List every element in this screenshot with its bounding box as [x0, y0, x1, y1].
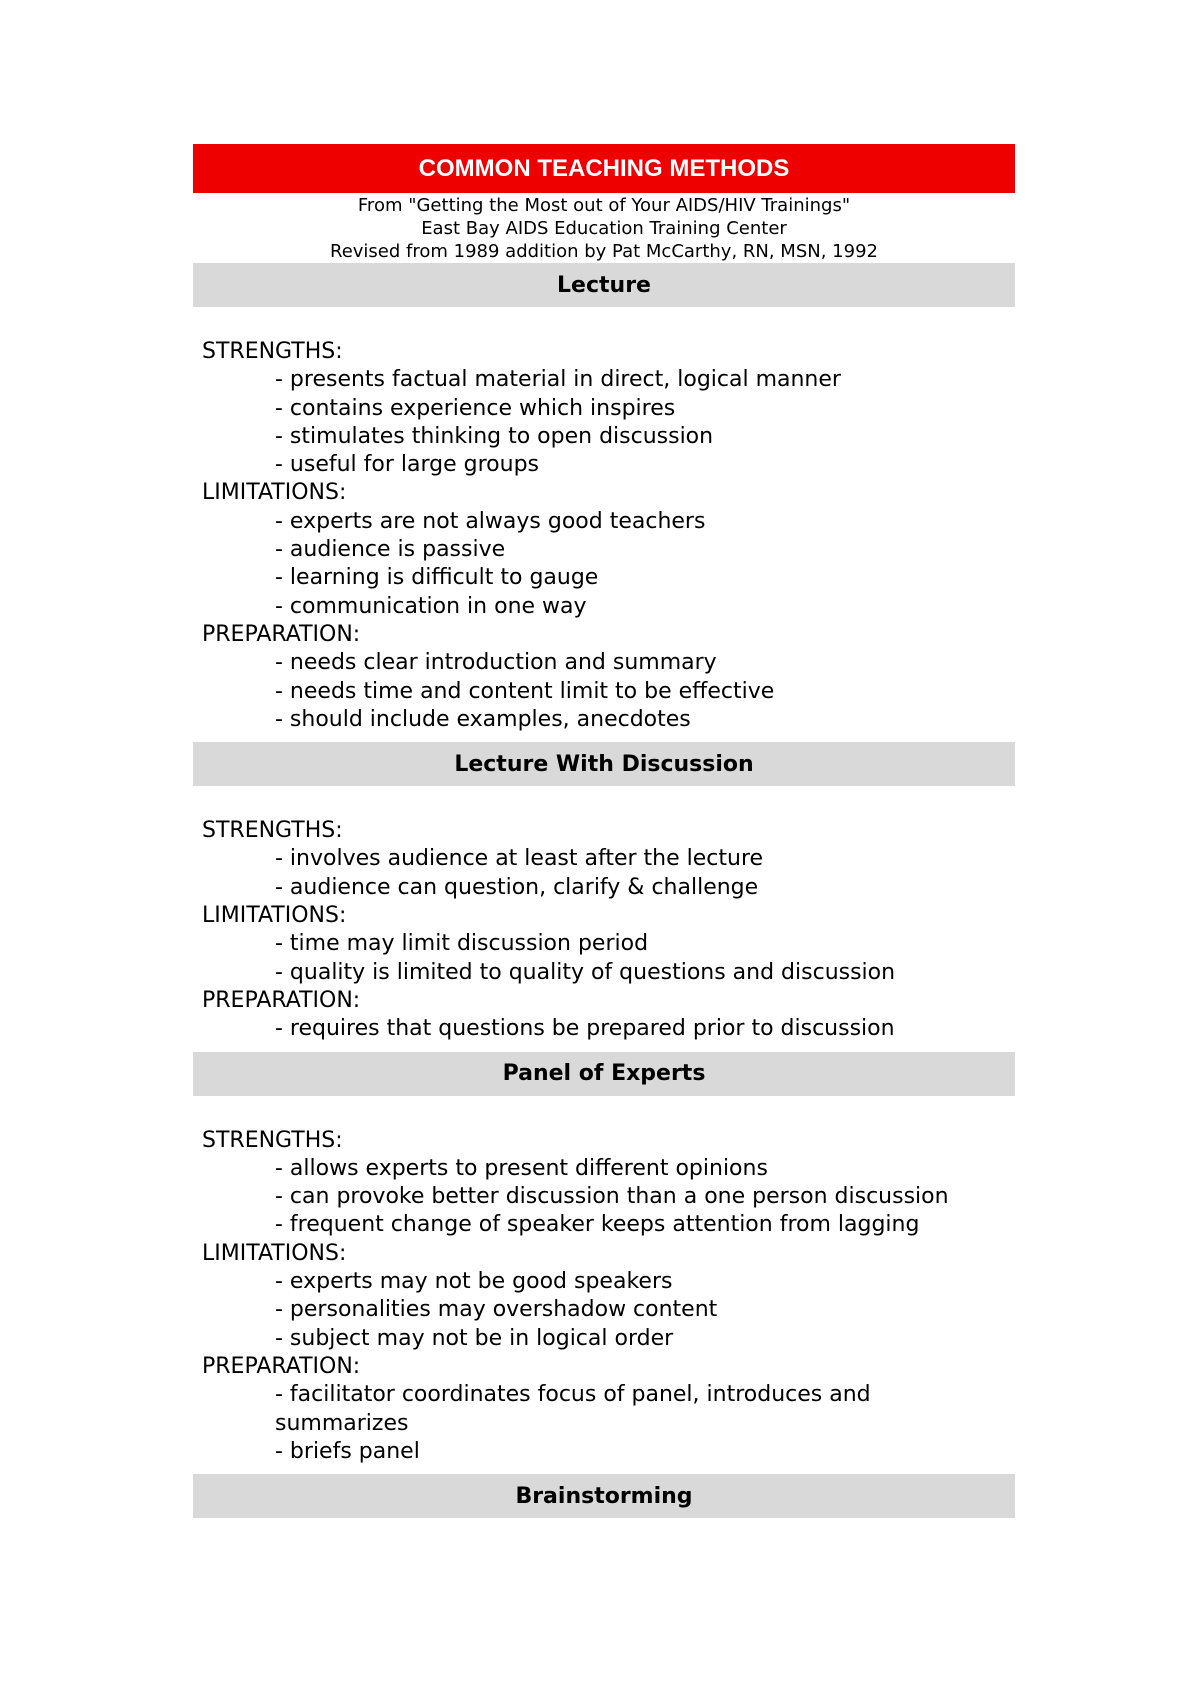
list-item: - briefs panel: [275, 1438, 420, 1464]
list-item: - subject may not be in logical order: [275, 1325, 674, 1351]
list-item: - personalities may overshadow content: [275, 1297, 718, 1323]
title-banner: [193, 144, 1015, 193]
section-body: [193, 786, 1015, 1051]
section-title: Lecture: [557, 272, 651, 298]
list-item: - requires that questions be prepared prior to discussion: [275, 1016, 895, 1042]
method-sections: [193, 263, 1015, 1518]
section-header: [193, 742, 1015, 786]
list-item: - communication in one way: [275, 593, 587, 619]
section-body: [193, 307, 1015, 742]
list-item: - facilitator coordinates focus of panel, introduces and summarizes: [275, 1382, 871, 1436]
list-item: - useful for large groups: [275, 452, 540, 478]
section-header: [193, 1474, 1015, 1518]
group-label: PREPARATION:: [202, 1353, 361, 1379]
list-item: - should include examples, anecdotes: [275, 706, 691, 732]
document-page: [193, 144, 1015, 1518]
list-item: - presents factual material in direct, logical manner: [275, 367, 841, 393]
section-header: [193, 263, 1015, 307]
group-label: PREPARATION:: [202, 987, 361, 1013]
source-line: From "Getting the Most out of Your AIDS/HIV Trainings": [357, 195, 851, 216]
section-title: Brainstorming: [515, 1483, 693, 1509]
section-title: Panel of Experts: [502, 1061, 706, 1087]
section-header: [193, 1052, 1015, 1096]
list-item: - time may limit discussion period: [275, 931, 649, 957]
group-label: PREPARATION:: [202, 621, 361, 647]
list-item: - allows experts to present different opinions: [275, 1155, 768, 1181]
list-item: - experts are not always good teachers: [275, 508, 706, 534]
source-citation: [193, 193, 1015, 263]
list-item: - needs time and content limit to be effective: [275, 678, 775, 704]
list-item: - quality is limited to quality of questions and discussion: [275, 959, 896, 985]
list-item: - audience is passive: [275, 537, 506, 563]
list-item: - can provoke better discussion than a one person discussion: [275, 1184, 949, 1210]
list-item: - needs clear introduction and summary: [275, 650, 717, 676]
group-label: STRENGTHS:: [202, 339, 343, 364]
list-item: - frequent change of speaker keeps attention from lagging: [275, 1212, 920, 1238]
section-title: Lecture With Discussion: [454, 751, 754, 777]
document-title: COMMON TEACHING METHODS: [418, 154, 790, 182]
list-item: - audience can question, clarify & challenge: [275, 874, 759, 900]
list-item: - experts may not be good speakers: [275, 1269, 673, 1295]
group-label: LIMITATIONS:: [202, 903, 347, 929]
group-label: LIMITATIONS:: [202, 1240, 347, 1266]
list-item: - stimulates thinking to open discussion: [275, 423, 714, 449]
list-item: - contains experience which inspires: [275, 395, 676, 421]
source-line: East Bay AIDS Education Training Center: [421, 218, 787, 239]
list-item: - learning is difficult to gauge: [275, 565, 599, 591]
group-label: STRENGTHS:: [202, 1127, 343, 1153]
group-label: STRENGTHS:: [202, 818, 343, 844]
list-item: - involves audience at least after the lecture: [275, 846, 764, 872]
source-line: Revised from 1989 addition by Pat McCarthy, RN, MSN, 1992: [330, 241, 878, 262]
section-body: [193, 1096, 1015, 1475]
group-label: LIMITATIONS:: [202, 480, 347, 506]
